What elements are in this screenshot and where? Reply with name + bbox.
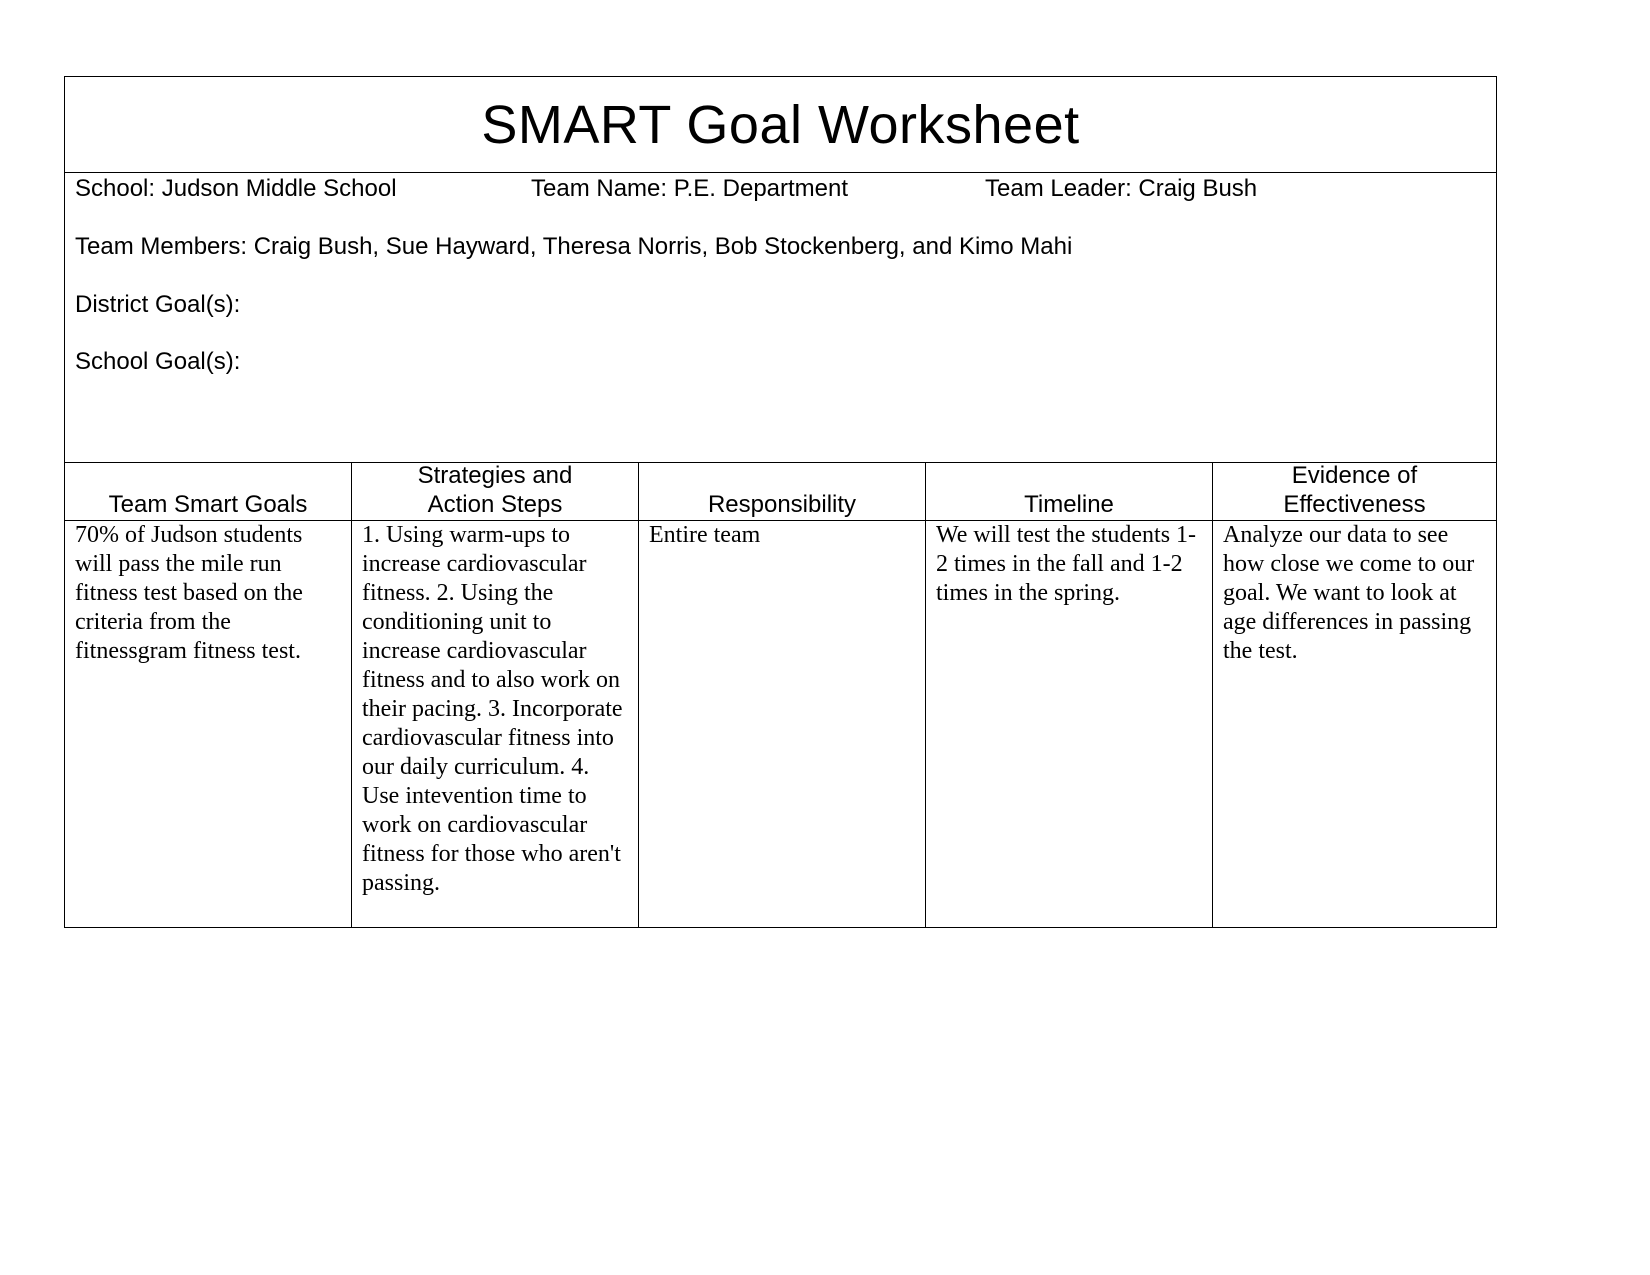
goals-table (65, 463, 1496, 927)
header-strategies (352, 463, 639, 521)
cell-evidence: Analyze our data to see how close we come to our goal. We want to look at age differences in passing the test. (1223, 522, 1475, 664)
info-section (65, 173, 1496, 463)
cell-team-smart-goals: 70% of Judson students will pass the mile run fitness test based on the criteria from the fitnessgram fitness test. (65, 521, 352, 927)
team-leader-field: Team Leader: Craig Bush (985, 175, 1258, 202)
page-title: SMART Goal Worksheet (65, 77, 1496, 173)
cell-timeline: We will test the students 1-2 times in the fall and 1-2 times in the spring. (926, 521, 1213, 927)
header-label: Team Smart Goals (108, 491, 308, 518)
header-team-smart-goals (65, 463, 352, 521)
cell-strategies: 1. Using warm-ups to increase cardiovascular fitness. 2. Using the conditioning unit to increase cardiovascular fitness and to also work on their pacing. 3. Incorporate cardiovascular fitness into our daily curriculum. 4. Use intevention time to work on cardiovascular fitness for those who aren't passing. (352, 521, 639, 927)
district-goals-field: District Goal(s): (75, 291, 241, 318)
header-responsibility (639, 463, 926, 521)
team-name-field: Team Name: P.E. Department (531, 175, 849, 202)
header-label: Timeline (1024, 491, 1114, 518)
header-evidence (1213, 463, 1496, 521)
school-field: School: Judson Middle School (75, 175, 397, 202)
header-label: Responsibility (707, 491, 857, 518)
header-label: Evidence of Effectiveness (1283, 462, 1426, 518)
header-label: Strategies and Action Steps (417, 462, 573, 518)
header-timeline (926, 463, 1213, 521)
worksheet-table (64, 76, 1497, 928)
team-members-field: Team Members: Craig Bush, Sue Hayward, Theresa Norris, Bob Stockenberg, and Kimo Mahi (75, 233, 1073, 260)
cell-responsibility: Entire team (639, 521, 926, 927)
school-goals-field: School Goal(s): (75, 348, 241, 375)
